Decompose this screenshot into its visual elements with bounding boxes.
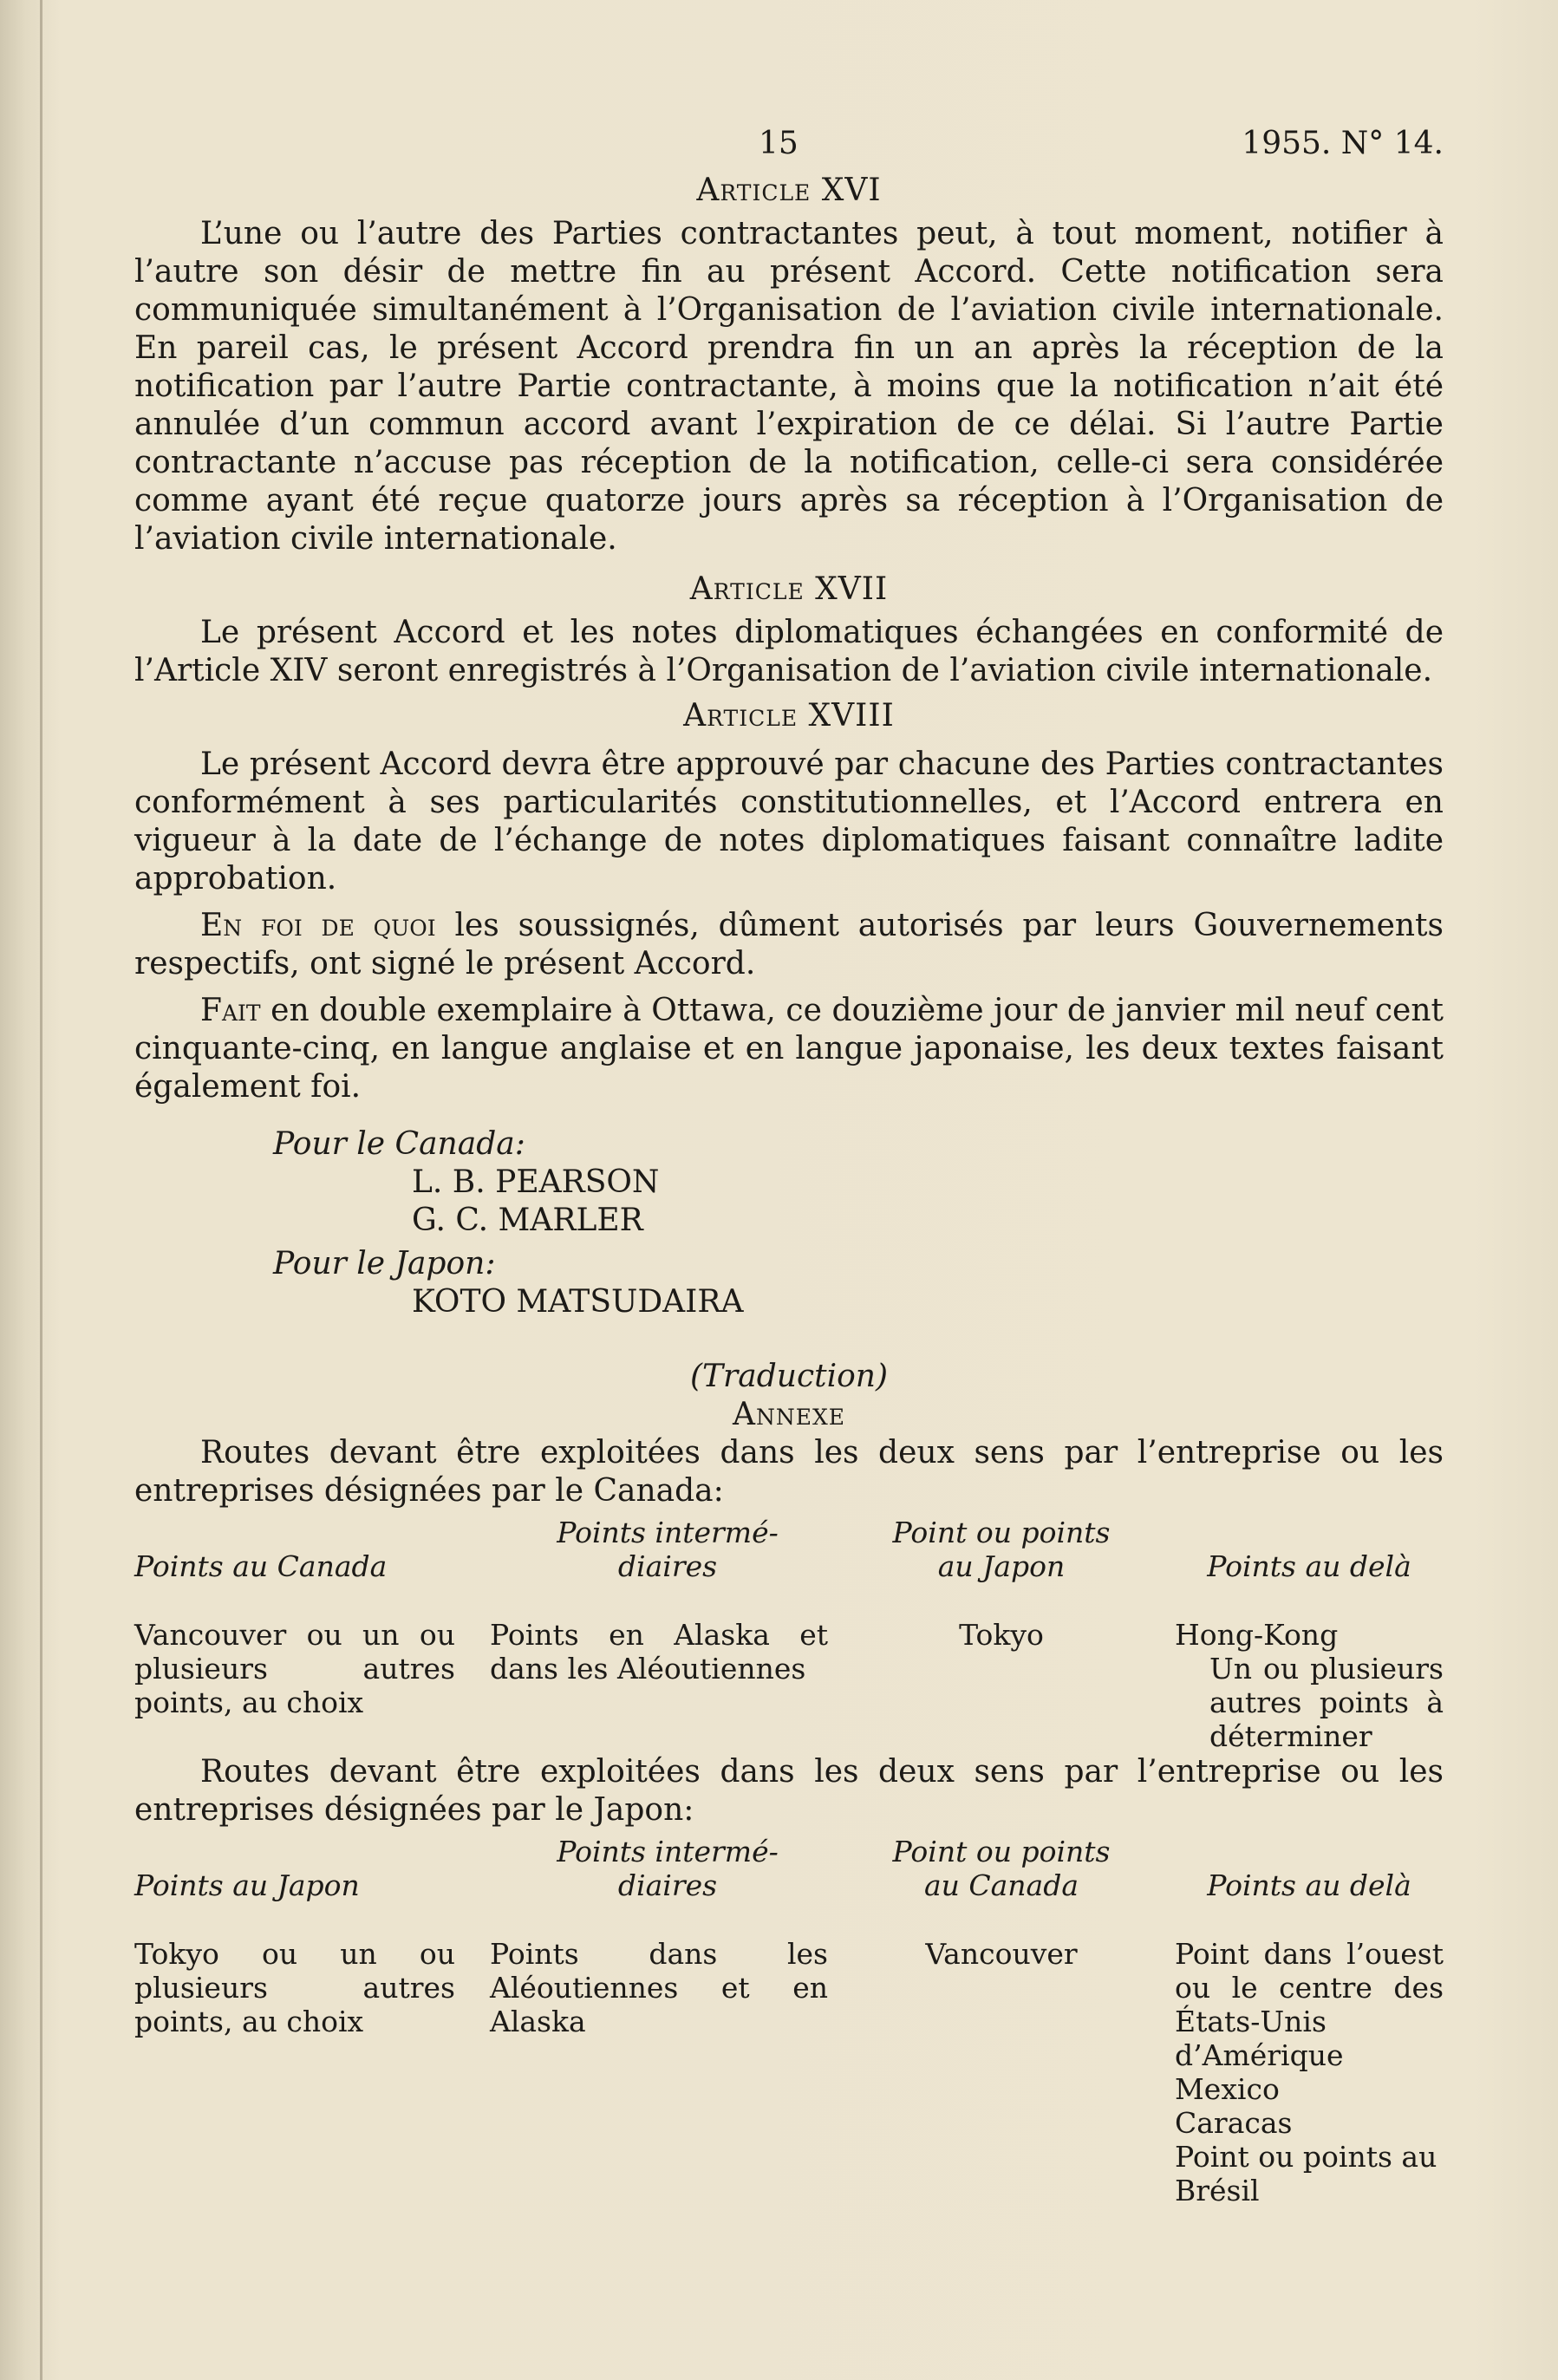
japan-signatory-1: KOTO MATSUDAIRA xyxy=(412,1284,744,1320)
route-destination: Tokyo xyxy=(959,1618,1044,1652)
header-line: Point ou points xyxy=(892,1516,1111,1549)
article-xviii-title: Article XVIII xyxy=(683,698,895,734)
canada-signature-label: Pour le Canada: xyxy=(273,1126,525,1162)
beyond-point: Mexico xyxy=(1175,2072,1280,2106)
canada-routes-table xyxy=(134,1516,1444,1753)
column-header-origin: Points au Japon xyxy=(134,1868,360,1902)
column-header-beyond: Points au delà xyxy=(1207,1868,1411,1902)
japan-routes-table xyxy=(134,1835,1444,2207)
column-header-origin: Points au Canada xyxy=(134,1549,388,1583)
fait-lead: Fait xyxy=(200,993,261,1028)
header-line: diaires xyxy=(617,1549,718,1583)
column-header-intermediate xyxy=(481,1835,845,1937)
route-destination: Vancouver xyxy=(925,1937,1078,1971)
beyond-point: Hong-Kong xyxy=(1175,1618,1339,1652)
binding-edge xyxy=(40,0,42,2380)
header-line: au Japon xyxy=(937,1549,1066,1583)
article-xvii-title: Article XVII xyxy=(689,571,889,607)
header-line: diaires xyxy=(617,1868,718,1902)
route-beyond xyxy=(1157,1937,1444,2207)
page-number: 15 xyxy=(759,126,799,161)
fait-text: en double exemplaire à Ottawa, ce douzième jour de janvier mil neuf cent cinquante-cinq, en langue anglaise et en langue japonaise, les deux textes faisant également foi. xyxy=(134,993,1444,1105)
en-foi-text: les soussignés, dûment autorisés par leurs Gouvernements respectifs, ont signé le présent Accord. xyxy=(134,908,1444,981)
annex-title: Annexe xyxy=(732,1397,846,1432)
article-xvi-text: L’une ou l’autre des Parties contractantes peut, à tout moment, notifier à l’autre son désir de mettre fin au présent Accord. Cette notification sera communiquée simultanément à l’Organisation de l’aviation civile internationale. En pareil cas, le présent Accord prendra fin un an après la réception de la notification par l’autre Partie contractante, à moins que la notification n’ait été annulée d’un commun accord avant l’expiration de ce délai. Si l’autre Partie contractante n’accuse pas réception de la notification, celle-ci sera considérée comme ayant été reçue quatorze jours après sa réception à l’Organisation de l’aviation civile internationale. xyxy=(134,216,1444,557)
en-foi-lead: En foi de quoi xyxy=(200,908,436,943)
beyond-point: Point ou points au Brésil xyxy=(1175,2140,1437,2207)
route-origin: Tokyo ou un ou plusieurs autres points, au choix xyxy=(134,1937,455,2038)
table-row xyxy=(134,1618,1444,1753)
canada-signatory-1: L. B. PEARSON xyxy=(412,1164,660,1200)
canada-routes-intro: Routes devant être exploitées dans les deux sens par l’entreprise ou les entreprises désignées par le Canada: xyxy=(134,1435,1444,1509)
column-header-intermediate xyxy=(481,1516,845,1618)
article-xviii-text: Le présent Accord devra être approuvé par chacune des Parties contractantes conformément à ses particularités constitutionnelles, et l’Accord entrera en vigueur à la date de l’échange de notes diplomatiques faisant connaître ladite approbation. xyxy=(134,747,1444,897)
article-xvii-text: Le présent Accord et les notes diplomatiques échangées en conformité de l’Article XIV seront enregistrés à l’Organisation de l’aviation civile internationale. xyxy=(134,615,1444,688)
header-line: Point ou points xyxy=(892,1835,1111,1868)
fait-paragraph xyxy=(134,992,1444,1106)
header-line: Points intermé- xyxy=(557,1516,779,1549)
route-intermediate: Points en Alaska et dans les Aléoutiennes xyxy=(490,1618,828,1686)
article-xvi-title: Article XVI xyxy=(696,173,882,208)
translation-note: (Traduction) xyxy=(689,1359,888,1394)
document-reference: 1955. N° 14. xyxy=(1242,126,1444,161)
canada-signatory-2: G. C. MARLER xyxy=(412,1203,643,1238)
signature-block xyxy=(134,1125,1444,1321)
table-header-row xyxy=(134,1516,1444,1618)
table-row xyxy=(134,1937,1444,2207)
en-foi-paragraph xyxy=(134,907,1444,983)
beyond-point: Un ou plusieurs autres points à déterminer xyxy=(1209,1652,1444,1753)
route-origin: Vancouver ou un ou plusieurs autres points, au choix xyxy=(134,1618,455,1719)
route-beyond xyxy=(1157,1618,1444,1753)
japan-signature-label: Pour le Japon: xyxy=(273,1246,496,1281)
header-line: au Canada xyxy=(923,1868,1079,1902)
column-header-destination xyxy=(845,1516,1157,1618)
header-line: Points intermé- xyxy=(557,1835,779,1868)
beyond-point: Caracas xyxy=(1175,2106,1293,2140)
japan-routes-intro: Routes devant être exploitées dans les deux sens par l’entreprise ou les entreprises désignées par le Japon: xyxy=(134,1754,1444,1828)
route-intermediate: Points dans les Aléoutiennes et en Alaska xyxy=(490,1937,828,2038)
table-header-row xyxy=(134,1835,1444,1937)
page-header xyxy=(134,113,1444,165)
beyond-point: Point dans l’ouest ou le centre des États-Unis d’Amérique xyxy=(1175,1937,1444,2072)
column-header-beyond: Points au delà xyxy=(1207,1549,1411,1583)
page-content xyxy=(134,113,1444,2207)
column-header-destination xyxy=(845,1835,1157,1937)
